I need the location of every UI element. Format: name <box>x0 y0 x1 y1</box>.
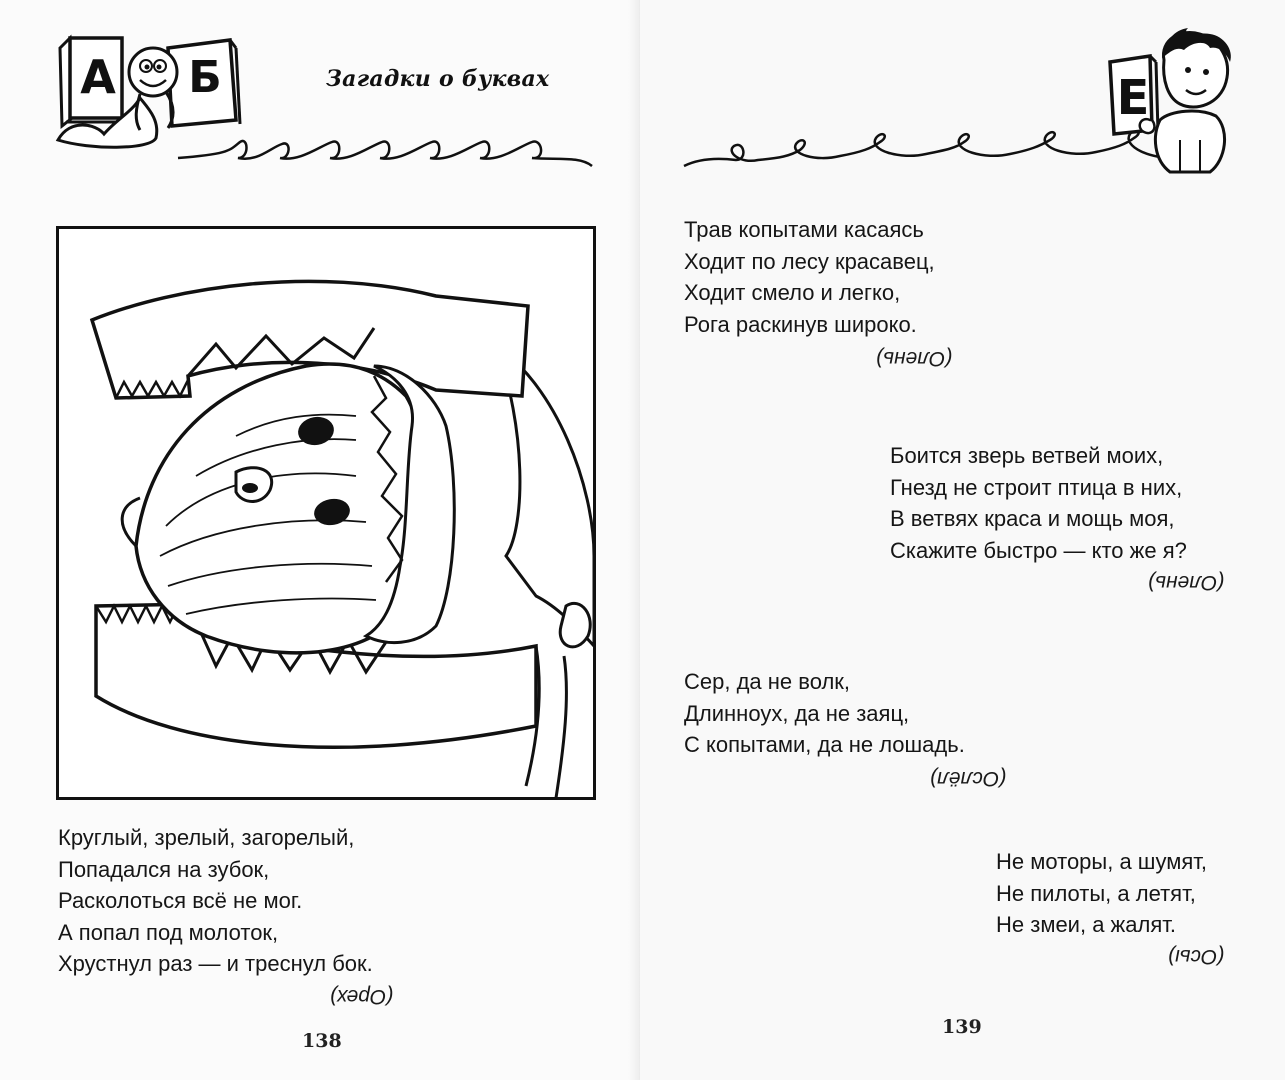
letter-a: А <box>80 50 116 104</box>
riddle-line: С копытами, да не лошадь. <box>684 732 965 757</box>
riddle-line: Рога раскинув широко. <box>684 311 917 337</box>
riddle-line: Ходит по лесу красавец, <box>684 248 935 274</box>
riddle-line: Попадался на зубок, <box>58 856 270 882</box>
riddle-answer: (Ослёл) <box>930 767 1007 790</box>
right-page <box>640 0 1285 1080</box>
riddle-answer: (Осы) <box>1168 945 1225 968</box>
curly-rule <box>178 141 592 166</box>
left-page <box>0 0 640 1080</box>
riddle-line: В ветвях краса и мощь моя, <box>890 506 1175 531</box>
running-title: Загадки о буквах <box>326 66 550 92</box>
riddle-answer: (Олень) <box>876 347 953 370</box>
riddle-line: Боится зверь ветвей моих, <box>890 443 1164 468</box>
riddle-line: Ходит смело и легко, <box>684 280 901 305</box>
riddle-line: Сер, да не волк, <box>684 669 851 694</box>
right-header-decoration <box>640 0 1285 190</box>
riddle-line: Круглый, зрелый, загорелый, <box>58 825 355 850</box>
riddle-line: Скажите быстро — кто же я? <box>890 537 1187 563</box>
riddle-answer: (Олень) <box>1148 571 1225 594</box>
riddle-line: Длинноух, да не заяц, <box>684 700 910 726</box>
page-number-right: 139 <box>942 1016 982 1038</box>
riddle-line: Не змеи, а жалят. <box>996 912 1176 937</box>
page-number-left: 138 <box>302 1030 342 1052</box>
riddle-wasps <box>996 846 1207 941</box>
riddle-deer-1 <box>684 214 935 340</box>
riddle-line: Трав копытами касаясь <box>684 217 924 242</box>
riddle-line: Гнезд не строит птица в них, <box>890 474 1183 500</box>
letter-e: Е <box>1116 70 1150 126</box>
letter-b: Б <box>188 52 222 103</box>
riddle-line: Не моторы, а шумят, <box>996 849 1207 874</box>
curly-rule <box>684 130 1180 166</box>
boy-mascot-icon <box>1140 28 1231 172</box>
riddle-answer: (Орех) <box>330 985 394 1008</box>
riddle-line: Хрустнул раз — и треснул бок. <box>58 951 373 976</box>
riddle-deer-2 <box>890 440 1187 566</box>
riddle-line: А попал под молоток, <box>58 919 279 945</box>
riddle-line: Не пилоты, а летят, <box>996 880 1196 906</box>
nut-in-nutcracker-icon <box>56 226 596 800</box>
riddle-donkey <box>684 666 965 761</box>
riddle-nut <box>58 822 373 980</box>
riddle-line: Расколоться всё не мог. <box>58 888 303 913</box>
